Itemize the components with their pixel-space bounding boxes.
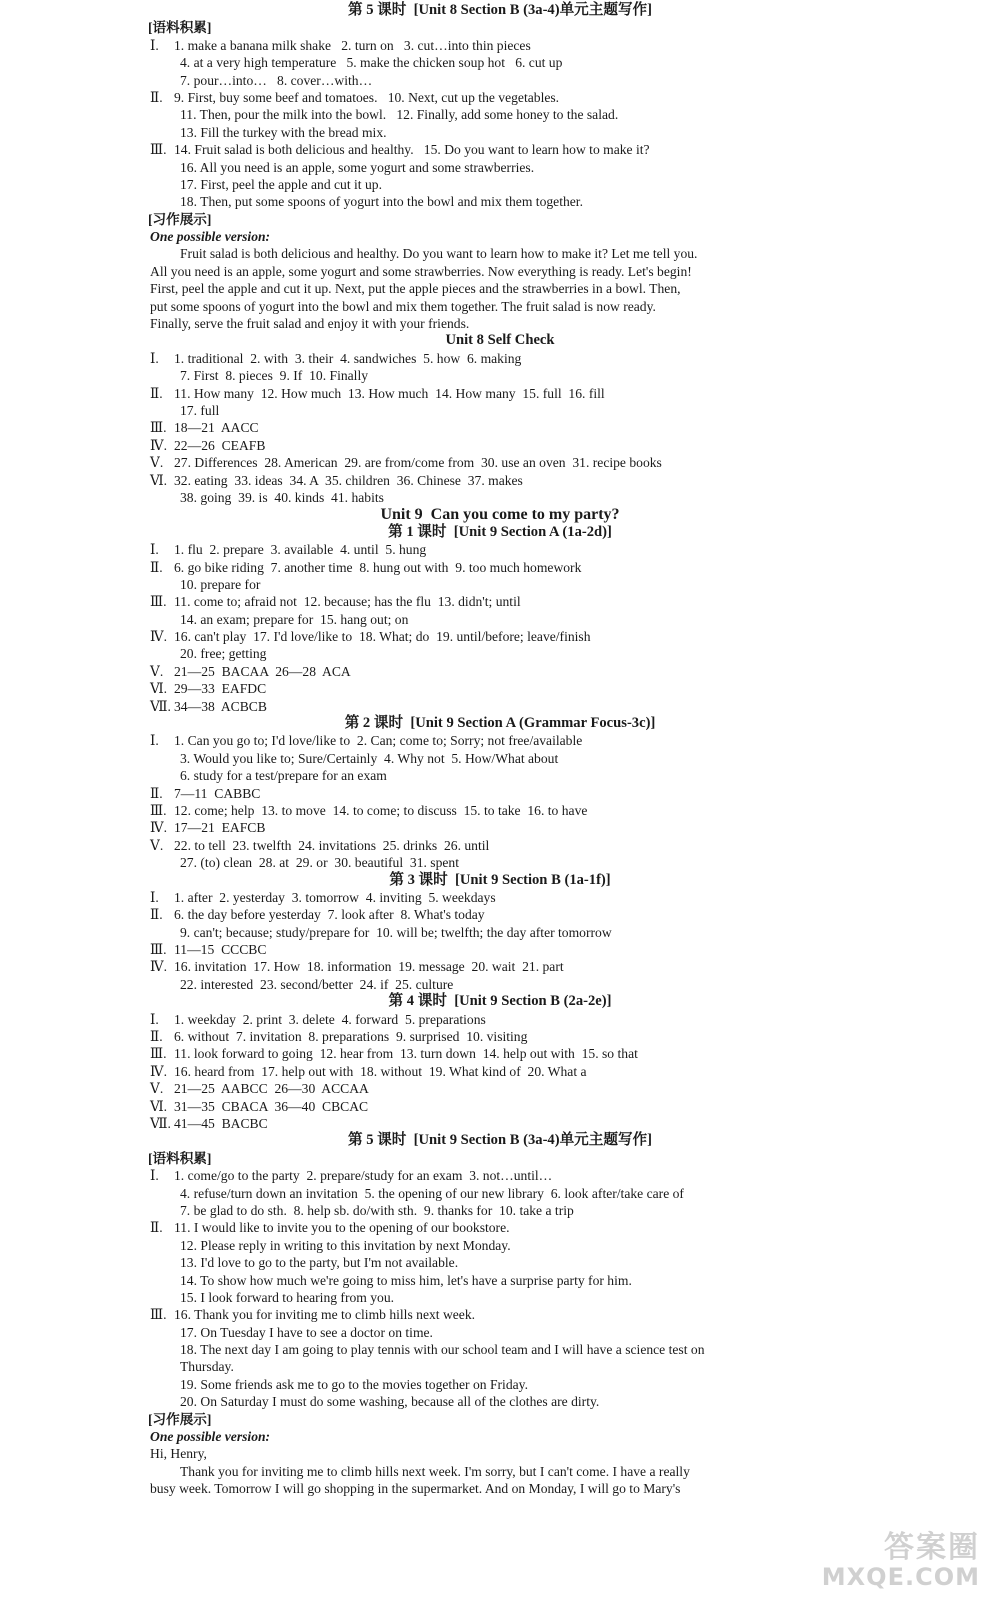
answer-text: 9. can't; because; study/prepare for 10. will be; twelfth; the day after tomorrow bbox=[180, 924, 612, 940]
answer-key-page bbox=[0, 2, 1000, 1498]
answer-line bbox=[0, 941, 1000, 958]
answer-line bbox=[0, 611, 1000, 628]
answer-line bbox=[0, 958, 1000, 975]
part-numeral: Ⅰ. bbox=[150, 733, 159, 749]
answer-line bbox=[0, 976, 1000, 993]
part-numeral: Ⅲ. bbox=[150, 942, 167, 958]
answer-text: 15. I look forward to hearing from you. bbox=[180, 1289, 395, 1305]
answer-line bbox=[0, 454, 1000, 471]
answer-text: 7. First 8. pieces 9. If 10. Finally bbox=[180, 368, 369, 384]
answer-text: 13. I'd love to go to the party, but I'm not available. bbox=[180, 1255, 459, 1271]
answer-line bbox=[0, 159, 1000, 176]
answer-line bbox=[0, 402, 1000, 419]
answer-line bbox=[0, 176, 1000, 193]
part-numeral: Ⅱ. bbox=[150, 1220, 163, 1236]
answer-line bbox=[0, 1063, 1000, 1080]
answer-line bbox=[0, 89, 1000, 106]
part-numeral: Ⅵ. bbox=[150, 681, 168, 697]
watermark bbox=[822, 1531, 980, 1590]
answer-text: 27. (to) clean 28. at 29. or 30. beautiful 31. spent bbox=[180, 855, 459, 871]
answer-text: 11—15 CCCBC bbox=[174, 942, 267, 958]
answer-text: 34—38 ACBCB bbox=[174, 698, 267, 714]
part-numeral: Ⅳ. bbox=[150, 820, 167, 836]
part-numeral: Ⅰ. bbox=[150, 37, 159, 53]
part-numeral: Ⅳ. bbox=[150, 629, 167, 645]
answer-text: 22. interested 23. second/better 24. if 25. culture bbox=[180, 976, 454, 992]
answer-text: 17. First, peel the apple and cut it up. bbox=[180, 176, 382, 192]
part-numeral: Ⅲ. bbox=[150, 802, 167, 818]
part-numeral: Ⅱ. bbox=[150, 385, 163, 401]
answer-text: 11. I would like to invite you to the opening of our bookstore. bbox=[174, 1220, 510, 1236]
answer-text: 3. Would you like to; Sure/Certainly 4. Why not 5. How/What about bbox=[180, 750, 559, 766]
answer-line bbox=[0, 559, 1000, 576]
answer-line bbox=[0, 1341, 1000, 1358]
essay-line: busy week. Tomorrow I will go shopping in the supermarket. And on Monday, I will go to Mary's bbox=[150, 1481, 681, 1497]
part-numeral: Ⅱ. bbox=[150, 907, 163, 923]
answer-text: 31—35 CBACA 36—40 CBCAC bbox=[174, 1098, 369, 1114]
part-numeral: Ⅶ. bbox=[150, 698, 171, 714]
answer-text: 14. To show how much we're going to miss him, let's have a surprise party for him. bbox=[180, 1272, 632, 1288]
answer-text: 1. Can you go to; I'd love/like to 2. Can; come to; Sorry; not free/available bbox=[174, 733, 583, 749]
part-numeral: Ⅲ. bbox=[150, 1307, 167, 1323]
essay-line: put some spoons of yogurt into the bowl and mix them together. The fruit salad is now ready. bbox=[150, 298, 656, 314]
answer-line bbox=[0, 72, 1000, 89]
answer-line bbox=[0, 802, 1000, 819]
part-numeral: Ⅰ. bbox=[150, 542, 159, 558]
answer-text: 4. refuse/turn down an invitation 5. the opening of our new library 6. look after/take care of bbox=[180, 1185, 684, 1201]
answer-line bbox=[0, 1219, 1000, 1236]
answer-line bbox=[0, 854, 1000, 871]
section-heading: 第 5 课时 [Unit 8 Section B (3a-4)单元主题写作] bbox=[347, 2, 653, 18]
answer-line bbox=[0, 1167, 1000, 1184]
part-numeral: Ⅲ. bbox=[150, 142, 167, 158]
answer-text: 20. free; getting bbox=[180, 646, 267, 662]
part-numeral: Ⅱ. bbox=[150, 89, 163, 105]
section-heading: Unit 9 Can you come to my party? bbox=[380, 506, 620, 524]
answer-line bbox=[0, 1254, 1000, 1271]
essay-line: All you need is an apple, some yogurt and some strawberries. Now everything is ready. Let's begin! bbox=[150, 263, 692, 279]
answer-text: 11. come to; afraid not 12. because; has the flu 13. didn't; until bbox=[174, 594, 521, 610]
section-tag: [习作展示] bbox=[148, 211, 212, 227]
answer-line bbox=[0, 924, 1000, 941]
answer-line bbox=[0, 489, 1000, 506]
part-numeral: Ⅲ. bbox=[150, 594, 167, 610]
part-numeral: Ⅰ. bbox=[150, 1168, 159, 1184]
answer-text: 6. the day before yesterday 7. look after 8. What's today bbox=[174, 907, 485, 923]
answer-line bbox=[0, 472, 1000, 489]
answer-text: 16. invitation 17. How 18. information 19. message 20. wait 21. part bbox=[174, 959, 564, 975]
part-numeral: Ⅲ. bbox=[150, 1046, 167, 1062]
version-label: One possible version: bbox=[150, 229, 271, 245]
answer-text: 1. make a banana milk shake 2. turn on 3. cut…into thin pieces bbox=[174, 37, 531, 53]
part-numeral: Ⅳ. bbox=[150, 437, 167, 453]
answer-text: 1. weekday 2. print 3. delete 4. forward 5. preparations bbox=[174, 1011, 486, 1027]
answer-text: 1. after 2. yesterday 3. tomorrow 4. inviting 5. weekdays bbox=[174, 889, 496, 905]
section-tag: [语料积累] bbox=[148, 20, 212, 36]
answer-text: 13. Fill the turkey with the bread mix. bbox=[180, 124, 387, 140]
answer-text: 22. to tell 23. twelfth 24. invitations 25. drinks 26. until bbox=[174, 837, 490, 853]
answer-line bbox=[0, 906, 1000, 923]
answer-line bbox=[0, 124, 1000, 141]
answer-text: 17—21 EAFCB bbox=[174, 820, 266, 836]
answer-text: 1. come/go to the party 2. prepare/study for an exam 3. not…until… bbox=[174, 1168, 553, 1184]
answer-text: 11. How many 12. How much 13. How much 14. How many 15. full 16. fill bbox=[174, 385, 605, 401]
answer-line bbox=[0, 37, 1000, 54]
part-numeral: Ⅱ. bbox=[150, 559, 163, 575]
answer-text: 16. can't play 17. I'd love/like to 18. What; do 19. until/before; leave/finish bbox=[174, 629, 591, 645]
part-numeral: Ⅳ. bbox=[150, 959, 167, 975]
part-numeral: Ⅵ. bbox=[150, 1098, 168, 1114]
part-numeral: Ⅰ. bbox=[150, 889, 159, 905]
answer-line bbox=[0, 628, 1000, 645]
answer-line bbox=[0, 1115, 1000, 1132]
answer-line bbox=[0, 680, 1000, 697]
answer-line bbox=[0, 645, 1000, 662]
answer-text: 11. look forward to going 12. hear from 13. turn down 14. help out with 15. so that bbox=[174, 1046, 638, 1062]
section-tag: [语料积累] bbox=[148, 1150, 212, 1166]
answer-text: 16. heard from 17. help out with 18. without 19. What kind of 20. What a bbox=[174, 1063, 587, 1079]
answer-line bbox=[0, 419, 1000, 436]
answer-line bbox=[0, 1306, 1000, 1323]
answer-line bbox=[0, 1358, 1000, 1375]
answer-line bbox=[0, 1045, 1000, 1062]
essay-line: Thank you for inviting me to climb hills next week. I'm sorry, but I can't come. I have a really bbox=[180, 1463, 690, 1479]
answer-text: 12. Please reply in writing to this invitation by next Monday. bbox=[180, 1237, 511, 1253]
answer-line bbox=[0, 889, 1000, 906]
answer-text: 21—25 AABCC 26—30 ACCAA bbox=[174, 1081, 369, 1097]
answer-line bbox=[0, 385, 1000, 402]
section-tag: [习作展示] bbox=[148, 1411, 212, 1427]
part-numeral: Ⅱ. bbox=[150, 785, 163, 801]
answer-text: 19. Some friends ask me to go to the movies together on Friday. bbox=[180, 1376, 528, 1392]
part-numeral: Ⅰ. bbox=[150, 1011, 159, 1027]
answer-text: 1. traditional 2. with 3. their 4. sandwiches 5. how 6. making bbox=[174, 350, 522, 366]
answer-line bbox=[0, 837, 1000, 854]
section-heading: Unit 8 Self Check bbox=[445, 332, 555, 349]
answer-text: 6. go bike riding 7. another time 8. hung out with 9. too much homework bbox=[174, 559, 582, 575]
part-numeral: Ⅳ. bbox=[150, 1063, 167, 1079]
part-numeral: Ⅶ. bbox=[150, 1116, 171, 1131]
answer-text: 7. pour…into… 8. cover…with… bbox=[180, 72, 373, 88]
answer-line bbox=[0, 663, 1000, 680]
answer-text: 22—26 CEAFB bbox=[174, 437, 266, 453]
answer-line bbox=[0, 1324, 1000, 1341]
answer-text: 32. eating 33. ideas 34. A 35. children 36. Chinese 37. makes bbox=[174, 472, 523, 488]
answer-line bbox=[0, 350, 1000, 367]
part-numeral: Ⅴ. bbox=[150, 1081, 164, 1097]
answer-line bbox=[0, 698, 1000, 715]
answer-line bbox=[0, 193, 1000, 210]
answer-line bbox=[0, 1080, 1000, 1097]
answer-line bbox=[0, 732, 1000, 749]
part-numeral: Ⅲ. bbox=[150, 420, 167, 436]
answer-text: 18. The next day I am going to play tennis with our school team and I will have a science test on bbox=[180, 1342, 705, 1358]
answer-text: 21—25 BACAA 26—28 ACA bbox=[174, 663, 351, 679]
answer-text: 6. study for a test/prepare for an exam bbox=[180, 768, 387, 784]
answer-line bbox=[0, 367, 1000, 384]
part-numeral: Ⅴ. bbox=[150, 455, 164, 471]
answer-line bbox=[0, 1376, 1000, 1393]
version-label: One possible version: bbox=[150, 1429, 271, 1445]
section-heading: 第 4 课时 [Unit 9 Section B (2a-2e)] bbox=[388, 993, 612, 1010]
answer-text: 10. prepare for bbox=[180, 576, 261, 592]
answer-line bbox=[0, 1011, 1000, 1028]
answer-line bbox=[0, 1272, 1000, 1289]
section-heading: 第 1 课时 [Unit 9 Section A (1a-2d)] bbox=[388, 523, 612, 540]
answer-text: 11. Then, pour the milk into the bowl. 12. Finally, add some honey to the salad. bbox=[180, 107, 619, 123]
section-heading: 第 3 课时 [Unit 9 Section B (1a-1f)] bbox=[389, 871, 611, 888]
section-heading: 第 2 课时 [Unit 9 Section A (Grammar Focus-3c)] bbox=[344, 715, 656, 732]
answer-line bbox=[0, 106, 1000, 123]
answer-text: 38. going 39. is 40. kinds 41. habits bbox=[180, 489, 384, 505]
answer-text: 18—21 AACC bbox=[174, 420, 259, 436]
answer-text: 16. Thank you for inviting me to climb hills next week. bbox=[174, 1307, 476, 1323]
section-heading: 第 5 课时 [Unit 9 Section B (3a-4)单元主题写作] bbox=[347, 1132, 653, 1149]
answer-line bbox=[0, 541, 1000, 558]
answer-line bbox=[0, 1028, 1000, 1045]
answer-line bbox=[0, 1098, 1000, 1115]
answer-line bbox=[0, 819, 1000, 836]
essay-line: First, peel the apple and cut it up. Next, put the apple pieces and the strawberries in a bowl. Then, bbox=[150, 281, 681, 297]
answer-text: 17. On Tuesday I have to see a doctor on time. bbox=[180, 1324, 433, 1340]
answer-line bbox=[0, 437, 1000, 454]
answer-text: 14. Fruit salad is both delicious and healthy. 15. Do you want to learn how to make it? bbox=[174, 142, 650, 158]
answer-text: 7—11 CABBC bbox=[174, 785, 261, 801]
answer-line bbox=[0, 576, 1000, 593]
answer-text: 17. full bbox=[180, 402, 220, 418]
essay-line: Fruit salad is both delicious and healthy. Do you want to learn how to make it? Let me tell you. bbox=[180, 246, 698, 262]
answer-text: 27. Differences 28. American 29. are from/come from 30. use an oven 31. recipe books bbox=[174, 455, 662, 471]
answer-line bbox=[0, 1393, 1000, 1410]
answer-line bbox=[0, 1185, 1000, 1202]
answer-text: 6. without 7. invitation 8. preparations 9. surprised 10. visiting bbox=[174, 1029, 528, 1045]
essay-line: Finally, serve the fruit salad and enjoy it with your friends. bbox=[150, 316, 470, 332]
part-numeral: Ⅰ. bbox=[150, 350, 159, 366]
watermark-logo-text: 答案圈 bbox=[884, 1529, 980, 1565]
answer-line bbox=[0, 767, 1000, 784]
answer-text: 1. flu 2. prepare 3. available 4. until 5. hung bbox=[174, 542, 427, 558]
answer-text: Thursday. bbox=[180, 1359, 234, 1375]
part-numeral: Ⅴ. bbox=[150, 837, 164, 853]
answer-text: 18. Then, put some spoons of yogurt into the bowl and mix them together. bbox=[180, 194, 583, 210]
answer-text: 20. On Saturday I must do some washing, because all of the clothes are dirty. bbox=[180, 1394, 600, 1410]
answer-text: 7. be glad to do sth. 8. help sb. do/with sth. 9. thanks for 10. take a trip bbox=[180, 1202, 574, 1218]
answer-text: 9. First, buy some beef and tomatoes. 10. Next, cut up the vegetables. bbox=[174, 89, 560, 105]
answer-text: 29—33 EAFDC bbox=[174, 681, 267, 697]
part-numeral: Ⅵ. bbox=[150, 472, 168, 488]
answer-line bbox=[0, 1202, 1000, 1219]
answer-line bbox=[0, 750, 1000, 767]
answer-line bbox=[0, 54, 1000, 71]
answer-text: 4. at a very high temperature 5. make the chicken soup hot 6. cut up bbox=[180, 55, 563, 71]
answer-text: 12. come; help 13. to move 14. to come; to discuss 15. to take 16. to have bbox=[174, 802, 588, 818]
answer-text: 14. an exam; prepare for 15. hang out; on bbox=[180, 611, 409, 627]
answer-text: 16. All you need is an apple, some yogurt and some strawberries. bbox=[180, 159, 535, 175]
watermark-url: MXQE.COM bbox=[821, 1562, 980, 1591]
answer-line bbox=[0, 1289, 1000, 1306]
part-numeral: Ⅴ. bbox=[150, 663, 164, 679]
part-numeral: Ⅱ. bbox=[150, 1029, 163, 1045]
answer-line bbox=[0, 1237, 1000, 1254]
answer-line bbox=[0, 785, 1000, 802]
answer-line bbox=[0, 141, 1000, 158]
answer-text: 41—45 BACBC bbox=[174, 1116, 268, 1131]
essay-line: Hi, Henry, bbox=[150, 1446, 207, 1462]
answer-line bbox=[0, 593, 1000, 610]
